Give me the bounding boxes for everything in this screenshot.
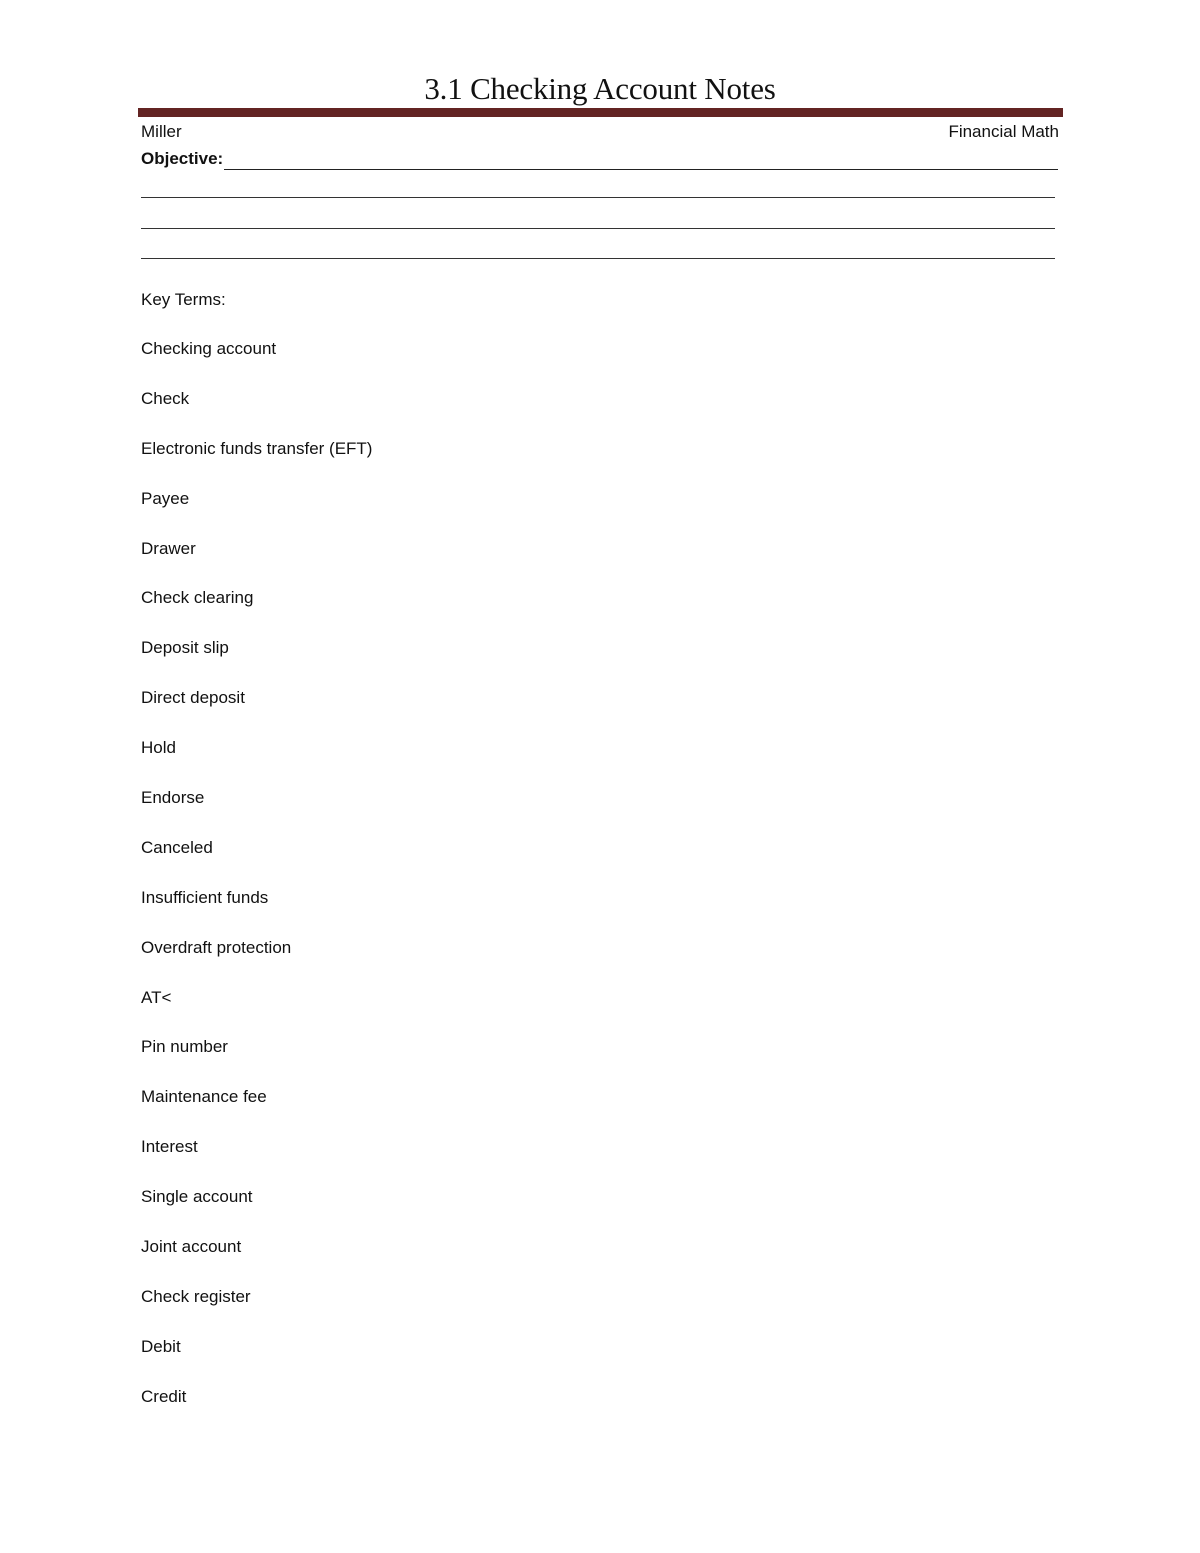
key-term-direct-deposit: Direct deposit: [141, 688, 245, 708]
key-term-check: Check: [141, 388, 190, 408]
course-name: Financial Math: [948, 122, 1059, 141]
key-term-checking-account: Checking account: [141, 339, 277, 358]
header-row: [141, 121, 1059, 143]
key-term-hold: Hold: [141, 738, 176, 758]
key-term-endorse: Endorse: [141, 788, 205, 808]
key-term-overdraft-protection: Overdraft protection: [141, 937, 292, 957]
key-term-credit: Credit: [141, 1386, 187, 1406]
key-terms-heading: Key Terms:: [141, 290, 226, 309]
key-term-canceled: Canceled: [141, 837, 213, 857]
key-term-maintenance-fee: Maintenance fee: [141, 1087, 267, 1107]
key-term-pin-number: Pin number: [141, 1037, 228, 1057]
key-term-single-account: Single account: [141, 1187, 253, 1207]
objective-blank-line-2: [141, 197, 1055, 198]
key-term-deposit-slip: Deposit slip: [141, 638, 229, 658]
key-term-atm: AT<: [141, 987, 172, 1007]
key-term-insufficient-funds: Insufficient funds: [141, 887, 269, 907]
key-term-eft: Electronic funds transfer (EFT): [141, 438, 373, 458]
objective-blank-line-1: [224, 150, 1058, 170]
key-term-joint-account: Joint account: [141, 1237, 242, 1257]
objective-row: [141, 148, 1058, 170]
title-underline-bar: [138, 108, 1063, 117]
key-term-interest: Interest: [141, 1137, 198, 1157]
key-term-payee: Payee: [141, 488, 190, 508]
key-term-debit: Debit: [141, 1336, 181, 1356]
key-terms-list: [141, 338, 372, 1436]
key-term-check-register: Check register: [141, 1286, 251, 1306]
key-term-drawer: Drawer: [141, 538, 196, 558]
objective-blank-line-3: [141, 228, 1055, 229]
key-term-check-clearing: Check clearing: [141, 588, 254, 608]
objective-blank-line-4: [141, 258, 1055, 259]
page-title: 3.1 Checking Account Notes: [424, 71, 776, 106]
author-name: Miller: [141, 122, 182, 141]
objective-label: Objective:: [141, 149, 224, 168]
